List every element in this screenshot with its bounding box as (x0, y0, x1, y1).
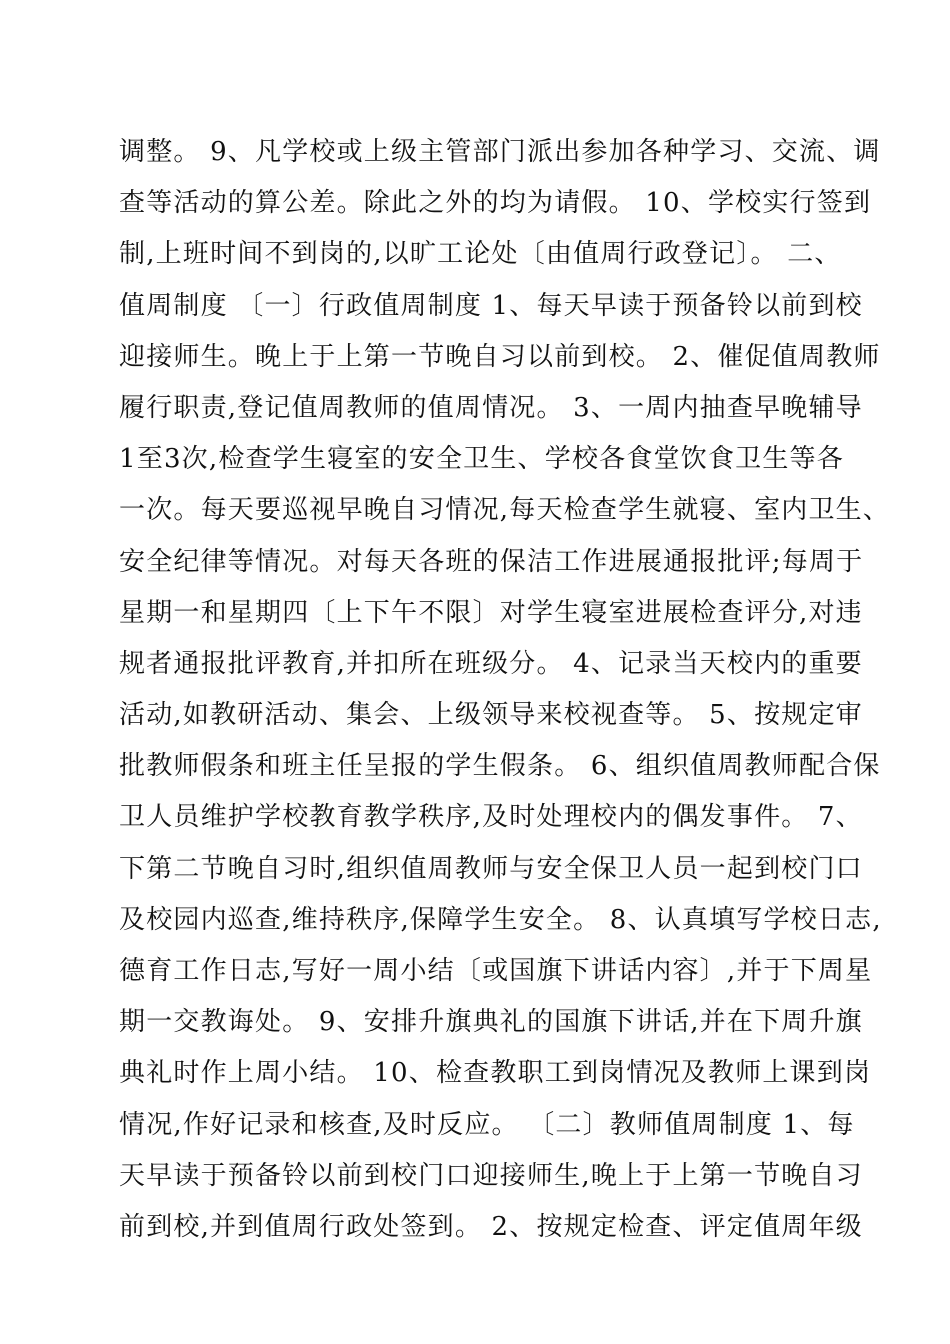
text-line: 星期一和星期四〔上下午不限〕对学生寝室进展检查评分,对违 (119, 597, 863, 628)
text-line: 前到校,并到值周行政处签到。 2、按规定检查、评定值周年级 (119, 1211, 863, 1242)
text-line: 查等活动的算公差。除此之外的均为请假。 10、学校实行签到 (119, 188, 872, 219)
text-line: 活动,如教研活动、集会、上级领导来校视查等。 5、按规定审 (119, 700, 863, 731)
text-line: 德育工作日志,写好一周小结〔或国旗下讲话内容〕,并于下周星 (119, 956, 873, 986)
text-line: 履行职责,登记值周教师的值周情况。 3、一周内抽查早晚辅导 (119, 392, 863, 423)
text-line: 制,上班时间不到岗的,以旷工论处〔由值周行政登记〕。 二、 (119, 239, 842, 270)
text-line: 期一交教诲处。 9、安排升旗典礼的国旗下讲话,并在下周升旗 (119, 1007, 863, 1038)
text-line: 规者通报批评教育,并扣所在班级分。 4、记录当天校内的重要 (119, 648, 863, 679)
text-line: 情况,作好记录和核查,及时反应。 〔二〕教师值周制度 1、每 (119, 1109, 855, 1140)
text-line: 一次。每天要巡视早晚自习情况,每天检查学生就寝、室内卫生、 (119, 495, 891, 526)
text-line: 批教师假条和班主任呈报的学生假条。 6、组织值周教师配合保 (119, 751, 881, 782)
text-line: 下第二节晚自习时,组织值周教师与安全保卫人员一起到校门口 (119, 853, 863, 884)
text-line: 典礼时作上周小结。 10、检查教职工到岗情况及教师上课到岗 (119, 1058, 872, 1089)
text-line: 及校园内巡查,维持秩序,保障学生安全。 8、认真填写学校日志, (119, 904, 882, 935)
text-line: 天早读于预备铃以前到校门口迎接师生,晚上于上第一节晚自习 (119, 1160, 863, 1191)
text-line: 安全纪律等情况。对每天各班的保洁工作进展通报批评;每周于 (119, 546, 864, 577)
text-line: 卫人员维护学校教育教学秩序,及时处理校内的偶发事件。 7、 (119, 802, 863, 833)
text-line: 1至3次,检查学生寝室的安全卫生、学校各食堂饮食卫生等各 (119, 444, 844, 475)
text-line: 调整。 9、凡学校或上级主管部门派出参加各种学习、交流、调 (119, 137, 881, 167)
document-body (119, 127, 891, 1253)
text-line: 值周制度 〔一〕行政值周制度 1、每天早读于预备铃以前到校 (119, 290, 863, 321)
text-line: 迎接师生。晚上于上第一节晚自习以前到校。 2、催促值周教师 (119, 341, 881, 372)
